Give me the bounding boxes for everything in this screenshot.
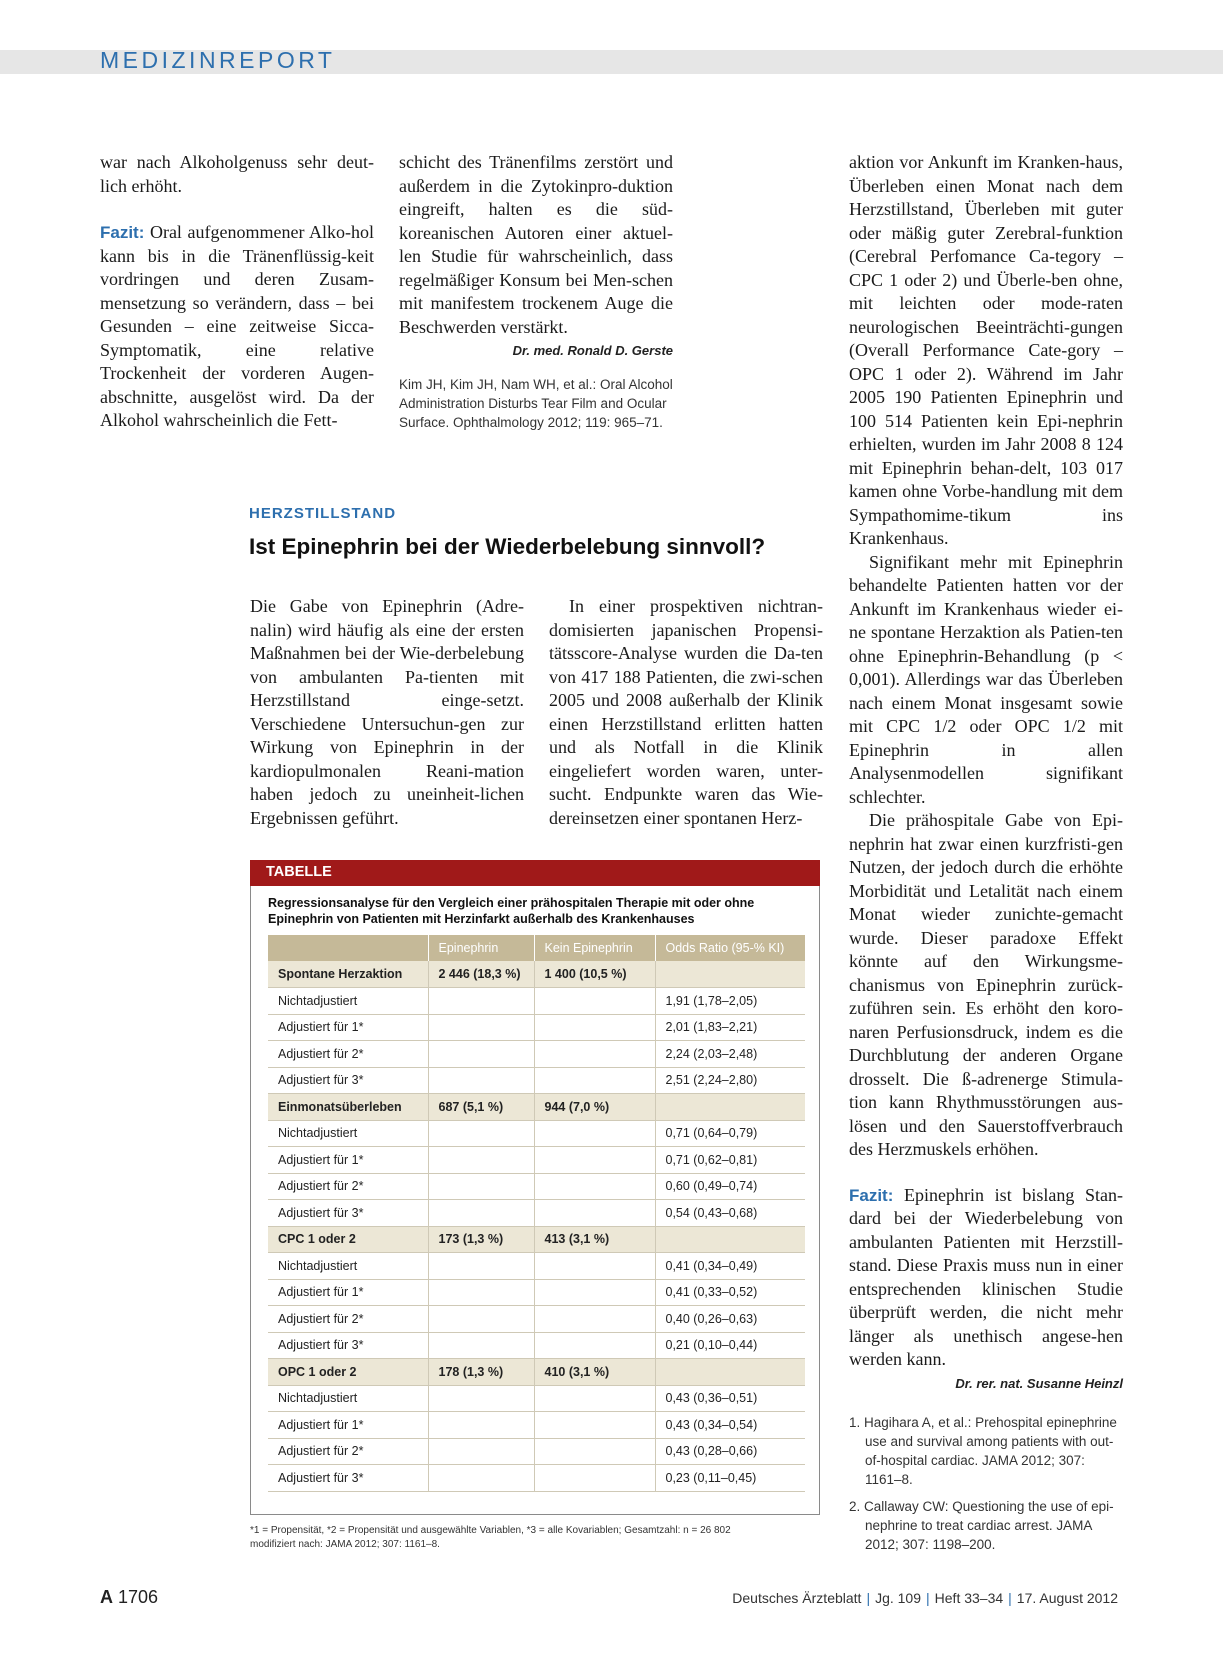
- table-cell: [534, 1041, 655, 1068]
- table-cell: Adjustiert für 2*: [268, 1041, 428, 1068]
- table-cell: Nichtadjustiert: [268, 1120, 428, 1147]
- table-cell: 0,71 (0,62–0,81): [655, 1147, 805, 1174]
- table-cell: OPC 1 oder 2: [268, 1359, 428, 1386]
- table-row: [268, 1438, 805, 1465]
- table-cell: Adjustiert für 2*: [268, 1173, 428, 1200]
- journal-info: [732, 1590, 1118, 1606]
- journal-date: 17. August 2012: [1016, 1590, 1118, 1606]
- table-cell: 0,54 (0,43–0,68): [655, 1200, 805, 1227]
- table-cell: [655, 1094, 805, 1121]
- table-cell: Adjustiert für 3*: [268, 1200, 428, 1227]
- article2-column-a: [250, 595, 524, 830]
- table-cell: [428, 1173, 534, 1200]
- table-cell: [655, 1226, 805, 1253]
- table-cell: [534, 1412, 655, 1439]
- table-cell: [428, 1465, 534, 1492]
- table-row: [268, 1412, 805, 1439]
- article2-column-b: [549, 595, 823, 830]
- table-cell: [534, 1385, 655, 1412]
- table-cell: 0,43 (0,34–0,54): [655, 1412, 805, 1439]
- table-cell: 2,51 (2,24–2,80): [655, 1067, 805, 1094]
- table-group-row: [268, 1226, 805, 1253]
- table-cell: [428, 988, 534, 1015]
- fazit-label: Fazit:: [849, 1185, 894, 1205]
- article1-paragraph: war nach Alkoholgenuss sehr deut-lich erhöht.: [100, 152, 374, 196]
- article1-fazit: [100, 221, 374, 433]
- article2-column-c: [849, 151, 1123, 1554]
- table-header-cell: [268, 935, 428, 961]
- table-cell: Spontane Herzaktion: [268, 961, 428, 988]
- separator: |: [926, 1590, 930, 1606]
- table-footnote-line: modifiziert nach: JAMA 2012; 307: 1161–8.: [250, 1539, 440, 1550]
- table-cell: Nichtadjustiert: [268, 1385, 428, 1412]
- table-cell: 0,23 (0,11–0,45): [655, 1465, 805, 1492]
- table-row: [268, 1332, 805, 1359]
- table-cell: [534, 1173, 655, 1200]
- table-cell: 2 446 (18,3 %): [428, 961, 534, 988]
- regression-table: [268, 935, 805, 1492]
- table-cell: CPC 1 oder 2: [268, 1226, 428, 1253]
- table-cell: [534, 1014, 655, 1041]
- table-cell: 1 400 (10,5 %): [534, 961, 655, 988]
- table-cell: [428, 1120, 534, 1147]
- table-cell: [428, 1438, 534, 1465]
- table-header-row: [268, 935, 805, 961]
- article2-paragraph: Signifikant mehr mit Epinephrin behandelte Patienten hatten vor der Ankunft im Krankenhaus wieder ei-ne spontane Herzaktion als Patien-ten ohne Epinephrin-Behandlung (p < 0,001). Allerdings war das Überleben nach einem Monat insgesamt sowie mit CPC 1/2 oder OPC 1/2 mit Epinephrin in allen Analysenmodellen signifikant schlechter.: [849, 551, 1123, 807]
- table-caption: Regressionsanalyse für den Vergleich einer prähospitalen Therapie mit oder ohne Epinephrin von Patienten mit Herzinfarkt außerhalb des Krankenhauses: [268, 896, 755, 926]
- article2-fazit: [849, 1184, 1123, 1372]
- table-row: [268, 1279, 805, 1306]
- table-row: [268, 1465, 805, 1492]
- journal-volume: Jg. 109: [875, 1590, 922, 1606]
- table-row: [268, 1306, 805, 1333]
- table-cell: [428, 1014, 534, 1041]
- table-cell: 0,40 (0,26–0,63): [655, 1306, 805, 1333]
- table-cell: Einmonatsüberleben: [268, 1094, 428, 1121]
- page-number-value: 1706: [118, 1587, 159, 1607]
- section-title: MEDIZINREPORT: [100, 47, 336, 73]
- table-cell: [428, 1306, 534, 1333]
- table-cell: [534, 1200, 655, 1227]
- table-header-cell: Kein Epinephrin: [534, 935, 655, 961]
- table-cell: 0,21 (0,10–0,44): [655, 1332, 805, 1359]
- table-cell: [428, 1279, 534, 1306]
- article2-kicker: HERZSTILLSTAND: [249, 505, 397, 522]
- table-cell: 0,41 (0,33–0,52): [655, 1279, 805, 1306]
- separator: |: [1008, 1590, 1012, 1606]
- table-cell: Adjustiert für 2*: [268, 1306, 428, 1333]
- table-cell: [534, 988, 655, 1015]
- table-cell: 0,43 (0,36–0,51): [655, 1385, 805, 1412]
- table-cell: 2,24 (2,03–2,48): [655, 1041, 805, 1068]
- table-cell: [534, 1253, 655, 1280]
- table-row: [268, 1173, 805, 1200]
- journal-issue: Heft 33–34: [934, 1590, 1004, 1606]
- table-label-bar: [250, 860, 820, 886]
- table-cell: 0,41 (0,34–0,49): [655, 1253, 805, 1280]
- table-cell: [428, 1253, 534, 1280]
- table-cell: Nichtadjustiert: [268, 1253, 428, 1280]
- table-cell: Adjustiert für 3*: [268, 1067, 428, 1094]
- fazit-label: Fazit:: [100, 223, 145, 242]
- table-cell: Adjustiert für 1*: [268, 1279, 428, 1306]
- table-cell: 0,71 (0,64–0,79): [655, 1120, 805, 1147]
- table-cell: 944 (7,0 %): [534, 1094, 655, 1121]
- table-cell: [655, 1359, 805, 1386]
- article2-paragraph: In einer prospektiven nichtran-domisierten japanischen Propensi-tätsscore-Analyse wurden die Da-ten von 417 188 Patienten, die zwi-schen 2005 und 2008 außerhalb der Klinik einen Herzstillstand erlitten hatten und als Notfall in die Klinik eingeliefert worden waren, unter-sucht. Endpunkte waren das Wie-dereinsetzen einer spontanen Herz-: [549, 596, 823, 828]
- table-group-row: [268, 961, 805, 988]
- table-row: [268, 1200, 805, 1227]
- table-cell: [655, 961, 805, 988]
- table-row: [268, 1120, 805, 1147]
- table-group-row: [268, 1359, 805, 1386]
- table-cell: [428, 1332, 534, 1359]
- table-header-cell: Odds Ratio (95-% KI): [655, 935, 805, 961]
- table-cell: 0,60 (0,49–0,74): [655, 1173, 805, 1200]
- table-cell: 1,91 (1,78–2,05): [655, 988, 805, 1015]
- table-row: [268, 1067, 805, 1094]
- article2-headline: Ist Epinephrin bei der Wiederbelebung sinnvoll?: [249, 534, 766, 559]
- page-prefix: A: [100, 1587, 113, 1607]
- fazit-text: Oral aufgenommener Alko-hol kann bis in die Tränenflüssig-keit vordringen und deren Zusam-mensetzung so verändern, dass – bei Gesunden – eine zeitweise Sicca-Symptomatik, eine relative Trockenheit der vorderen Augen-abschnitte, ausgelöst wird. Da der Alkohol wahrscheinlich die Fett-: [100, 222, 375, 430]
- article2-paragraph: Die Gabe von Epinephrin (Adre-nalin) wird häufig als eine der ersten Maßnahmen bei der Wie-derbelebung von ambulanten Pa-tienten mit Herzstillstand einge-setzt. Verschiedene Untersuchun-gen zur Wirkung von Epinephrin in der kardiopulmonalen Reani-mation haben jedoch zu uneinheit-lichen Ergebnissen geführt.: [250, 596, 524, 828]
- table-cell: [428, 1067, 534, 1094]
- table-cell: [428, 1385, 534, 1412]
- table-cell: [428, 1147, 534, 1174]
- article1-reference: Kim JH, Kim JH, Nam WH, et al.: Oral Alcohol Administration Disturbs Tear Film and Ocular Surface. Ophthalmology 2012; 119: 965–71.: [399, 376, 673, 430]
- table-header-cell: Epinephrin: [428, 935, 534, 961]
- fazit-text: Epinephrin ist bislang Stan-dard bei der Wiederbelebung von ambulanten Patienten mit Herzstill-stand. Diese Praxis muss nun in einer entsprechenden klinischen Studie überprüft werden, die nicht mehr länger als unethisch angese-hen werden kann.: [849, 1184, 1123, 1369]
- article2-paragraph: Die prähospitale Gabe von Epi-nephrin hat zwar einen kurzfristi-gen Nutzen, der jedoch durch die erhöhte Morbidität und Letalität nach einem Monat wieder zunichte-gemacht wurde. Dieser paradoxe Effekt könnte auf den Wirkungsme-chanismus von Epinephrin zurück-zuführen sein. Es erhöht den koro-naren Perfusionsdruck, indem es die Durchblutung der anderen Organe drosselt. Die ß-adrenerge Stimula-tion kann Rhythmusstörungen aus-lösen und den Sauerstoffverbrauch des Herzmuskels erhöhen.: [849, 810, 1123, 1159]
- table-cell: Adjustiert für 1*: [268, 1412, 428, 1439]
- table-row: [268, 988, 805, 1015]
- table-row: [268, 1041, 805, 1068]
- table-cell: 178 (1,3 %): [428, 1359, 534, 1386]
- table-cell: [534, 1120, 655, 1147]
- table-cell: 687 (5,1 %): [428, 1094, 534, 1121]
- article1-author: Dr. med. Ronald D. Gerste: [512, 343, 673, 358]
- article2-author: Dr. rer. nat. Susanne Heinzl: [955, 1375, 1123, 1391]
- table-footnote: [250, 1524, 820, 1552]
- table-row: [268, 1253, 805, 1280]
- table-row: [268, 1147, 805, 1174]
- table-cell: Adjustiert für 1*: [268, 1014, 428, 1041]
- reference-2: 2. Callaway CW: Questioning the use of epi-nephrine to treat cardiac arrest. JAMA 2012; 307: 1198–200.: [849, 1499, 1114, 1552]
- article1-column-2: [399, 151, 673, 432]
- table-row: [268, 1014, 805, 1041]
- article2-paragraph: aktion vor Ankunft im Kranken-haus, Überleben einen Monat nach dem Herzstillstand, Überleben mit guter oder mäßig guter Zerebral-funktion (Cerebral Perfomance Ca-tegory – CPC 1 oder 2) und Überle-ben ohne, mit leichten oder mode-raten neurologischen Beeinträchti-gungen (Overall Performance Cate-gory – OPC 1 oder 2). Während im Jahr 2005 190 Patienten Epinephrin und 100 514 Patienten kein Epi-nephrin erhielten, wurden im Jahr 2008 8 124 mit Epinephrin behan-delt, 103 017 kamen ohne Vorbe-handlung mit dem Sympathomime-tikum ins Krankenhaus.: [849, 152, 1123, 548]
- table-cell: [428, 1200, 534, 1227]
- table-cell: [534, 1332, 655, 1359]
- table-cell: 2,01 (1,83–2,21): [655, 1014, 805, 1041]
- table-cell: 410 (3,1 %): [534, 1359, 655, 1386]
- article1-column-1: [100, 151, 374, 433]
- table-cell: 413 (3,1 %): [534, 1226, 655, 1253]
- separator: |: [866, 1590, 871, 1606]
- table-group-row: [268, 1094, 805, 1121]
- journal-name: Deutsches Ärzteblatt: [732, 1590, 862, 1606]
- article1-paragraph: schicht des Tränenfilms zerstört und außerdem in die Zytokinpro-duktion eingreift, halten es die süd-koreanischen Autoren einer aktuel-len Studie für wahrscheinlich, dass regelmäßiger Konsum bei Men-schen mit manifestem trockenem Auge die Beschwerden verstärkt.: [399, 152, 673, 337]
- table-cell: 173 (1,3 %): [428, 1226, 534, 1253]
- table-label: TABELLE: [266, 864, 332, 880]
- table-cell: Adjustiert für 1*: [268, 1147, 428, 1174]
- table-cell: [534, 1306, 655, 1333]
- reference-1: 1. Hagihara A, et al.: Prehospital epinephrine use and survival among patients with out-of-hospital cardiac. JAMA 2012; 307: 1161–8.: [849, 1415, 1117, 1487]
- page-number: [100, 1587, 158, 1608]
- table-cell: [534, 1279, 655, 1306]
- table-cell: [534, 1067, 655, 1094]
- table-cell: 0,43 (0,28–0,66): [655, 1438, 805, 1465]
- table-cell: [534, 1147, 655, 1174]
- table-cell: Adjustiert für 2*: [268, 1438, 428, 1465]
- table-cell: Adjustiert für 3*: [268, 1465, 428, 1492]
- table-cell: [534, 1438, 655, 1465]
- table-cell: Adjustiert für 3*: [268, 1332, 428, 1359]
- table-footnote-line: *1 = Propensität, *2 = Propensität und ausgewählte Variablen, *3 = alle Kovariablen; Gesamtzahl: n = 26 802: [250, 1525, 731, 1536]
- table-row: [268, 1385, 805, 1412]
- table-cell: Nichtadjustiert: [268, 988, 428, 1015]
- table-cell: [534, 1465, 655, 1492]
- table-cell: [428, 1412, 534, 1439]
- table-cell: [428, 1041, 534, 1068]
